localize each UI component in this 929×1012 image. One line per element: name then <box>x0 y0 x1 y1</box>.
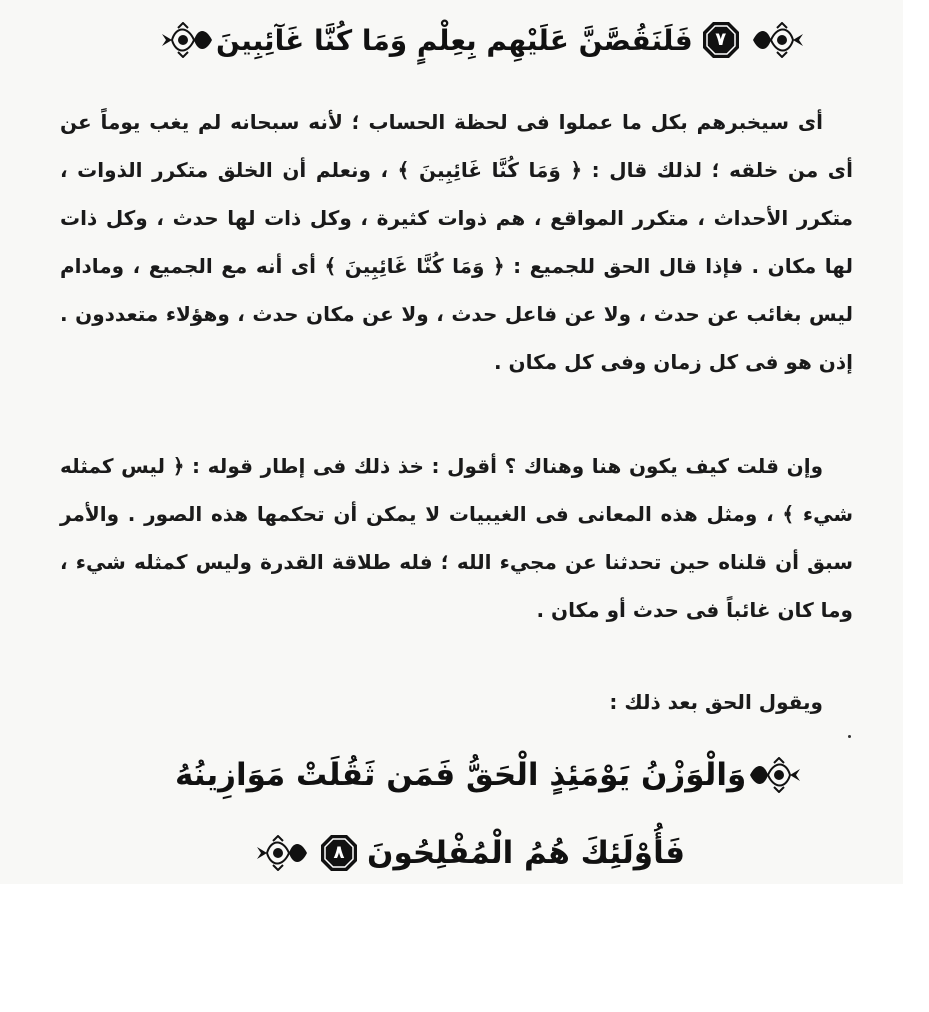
verse-ornament-right-icon <box>746 757 802 793</box>
verse-heading-top <box>160 10 805 70</box>
paragraph-3 <box>60 678 853 726</box>
verse-bottom-line-2 <box>255 820 685 886</box>
paragraph-text: ويقول الحق بعد ذلك : <box>609 690 823 714</box>
speck <box>848 735 851 738</box>
verse-ornament-left-icon <box>160 22 216 58</box>
verse-text-bottom-1: وَالْوَزْنُ يَوْمَئِذٍ الْحَقُّ فَمَن ثَقُلَتْ مَوَازِينُهُ <box>175 757 747 793</box>
paragraph-1 <box>60 98 853 386</box>
paragraph-2 <box>60 442 853 634</box>
verse-ornament-right-icon <box>749 22 805 58</box>
verse-text-top: فَلَنَقُصَّنَّ عَلَيْهِم بِعِلْمٍ وَمَا كُنَّا غَآئِبِينَ <box>216 23 693 57</box>
paragraph-text: وإن قلت كيف يكون هنا وهناك ؟ أقول : خذ ذلك فى إطار قوله : ﴿ ليس كمثله شيء ﴾ ، ومثل هذه المعانى فى الغيبيات لا يمكن أن تحكمها هذه الصور . والأمر سبق أن قلناه حين تحدثنا عن مجيء الله ؛ فله طلاقة القدرة وليس كمثله شيء ، وما كان غائباً فى حدث أو مكان . <box>60 454 853 622</box>
verse-bottom-line-1 <box>175 742 802 808</box>
ayah-number-marker-top: ٧ <box>701 20 741 60</box>
paragraph-text: أى سيخبرهم بكل ما عملوا فى لحظة الحساب ؛ لأنه سبحانه لم يغب يوماً عن أى من خلقه ؛ لذلك قال : ﴿ وَمَا كُنَّا غَائِبِينَ ﴾ ، ونعلم أن الخلق متكرر الذوات ، متكرر الأحداث ، متكرر المواقع ، هم ذوات كثيرة ، وكل ذات لها حدث ، وكل ذات لها مكان . فإذا قال الحق للجميع : ﴿ وَمَا كُنَّا غَائِبِينَ ﴾ أى أنه مع الجميع ، ومادام ليس بغائب عن حدث ، ولا عن فاعل حدث ، ولا عن مكان حدث ، وهؤلاء متعددون . إذن هو فى كل زمان وفى كل مكان . <box>60 110 853 374</box>
verse-text-bottom-2: فَأُوْلَئِكَ هُمُ الْمُفْلِحُونَ <box>367 835 686 871</box>
ayah-number-marker-bottom: ٨ <box>319 833 359 873</box>
verse-ornament-left-icon <box>255 835 311 871</box>
